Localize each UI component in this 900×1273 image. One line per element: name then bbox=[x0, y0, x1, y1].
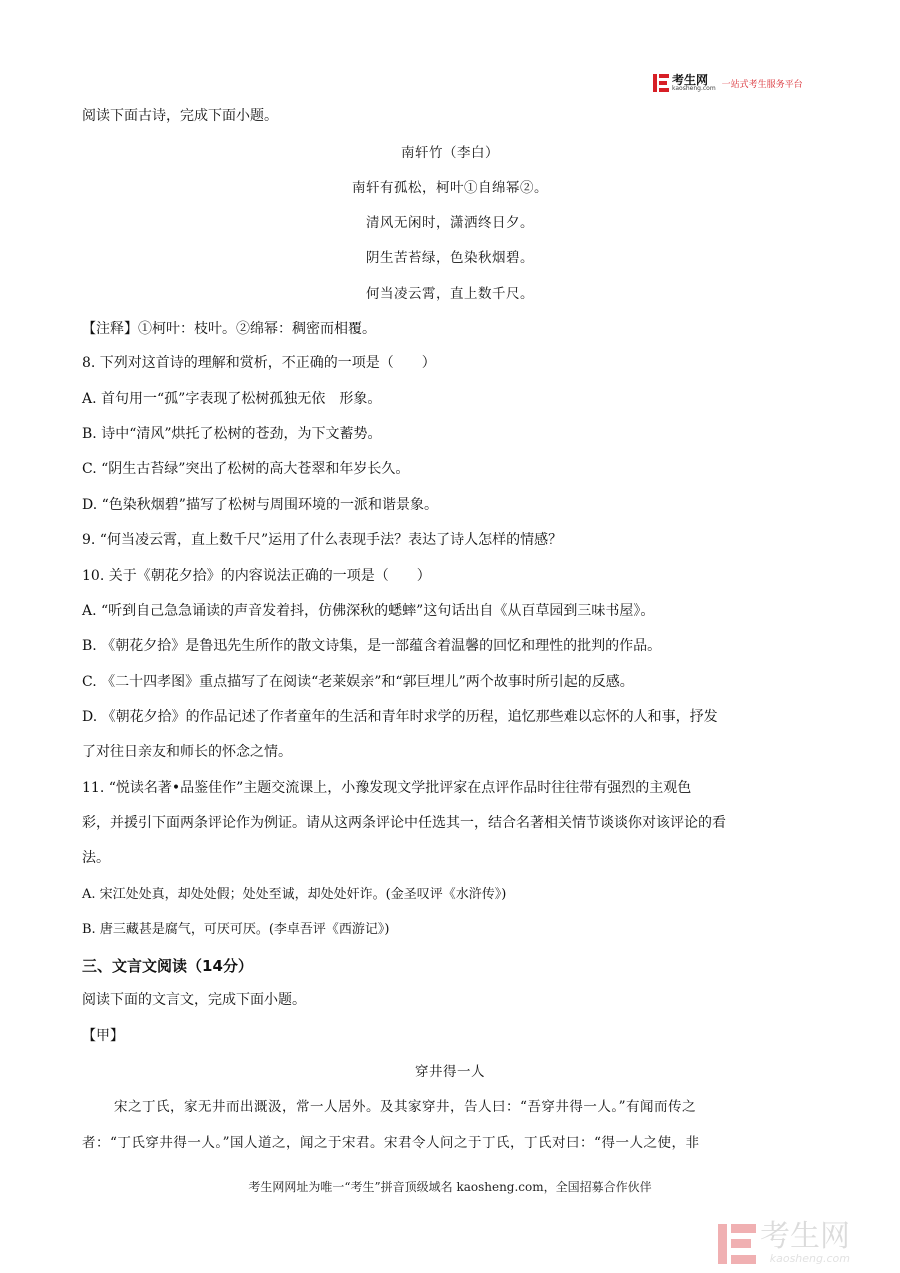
question-8-stem: 8. 下列对这首诗的理解和赏析，不正确的一项是（ ） bbox=[82, 355, 436, 371]
question-10-option-d-line2: 了对往日亲友和师长的怀念之情。 bbox=[82, 744, 292, 760]
question-10-option-c: C. 《二十四孝图》重点描写了在阅读“老莱娱亲”和“郭巨埋儿”两个故事时所引起的反感。 bbox=[82, 674, 634, 690]
section-3-heading: 三、文言文阅读（14分） bbox=[82, 957, 253, 975]
watermark-en: kaosheng.com bbox=[769, 1252, 850, 1265]
question-9: 9. “何当凌云霄，直上数千尺”运用了什么表现手法？表达了诗人怎样的情感？ bbox=[82, 532, 563, 548]
watermark bbox=[718, 1219, 850, 1265]
logo-cn-text: 考生网 bbox=[672, 72, 709, 87]
question-11-line3: 法。 bbox=[82, 850, 110, 866]
passage-title: 穿井得一人 bbox=[415, 1064, 485, 1080]
question-10-stem: 10. 关于《朝花夕拾》的内容说法正确的一项是（ ） bbox=[82, 568, 431, 584]
question-11-option-a: A. 宋江处处真，却处处假；处处至诚，却处处奸诈。(金圣叹评《水浒传》) bbox=[82, 887, 507, 902]
question-8-option-c: C. “阴生古苔绿”突出了松树的高大苍翠和年岁长久。 bbox=[82, 461, 410, 477]
logo-en-text: kaosheng.com bbox=[672, 84, 716, 92]
poem-note: 【注释】①柯叶：枝叶。②绵幂：稠密而相覆。 bbox=[82, 321, 376, 337]
poem-line-2: 清风无闲时，潇洒终日夕。 bbox=[366, 215, 534, 231]
question-8-option-a: A. 首句用一“孤”字表现了松树孤独无依 形象。 bbox=[82, 391, 382, 407]
question-11-line1: 11. “悦读名著•品鉴佳作”主题交流课上，小豫发现文学批评家在点评作品时往往带有强烈的主观色 bbox=[82, 780, 692, 796]
page-footer: 考生网网址为唯一“考生”拼音顶级域名 kaosheng.com，全国招募合作伙伴 bbox=[248, 1180, 652, 1194]
header-tagline: 一站式考生服务平台 bbox=[721, 79, 803, 90]
question-11-option-b: B. 唐三藏甚是腐气，可厌可厌。(李卓吾评《西游记》) bbox=[82, 922, 390, 937]
passage-line-1: 宋之丁氏，家无井而出溉汲，常一人居外。及其家穿井，告人曰：“吾穿井得一人。”有闻而传之 bbox=[114, 1099, 697, 1115]
watermark-cn: 考生网 bbox=[760, 1219, 850, 1254]
reading-intro: 阅读下面古诗，完成下面小题。 bbox=[82, 108, 278, 124]
poem-line-4: 何当凌云霄，直上数千尺。 bbox=[366, 286, 534, 302]
poem-line-3: 阴生苦苔绿，色染秋烟碧。 bbox=[366, 250, 534, 266]
section-3-intro: 阅读下面的文言文，完成下面小题。 bbox=[82, 992, 306, 1008]
question-8-option-d: D. “色染秋烟碧”描写了松树与周围环境的一派和谐景象。 bbox=[82, 497, 438, 513]
poem-title: 南轩竹（李白） bbox=[401, 145, 499, 161]
question-10-option-a: A. “听到自己急急诵读的声音发着抖，仿佛深秋的蟋蟀”这句话出自《从百草园到三味书屋》。 bbox=[82, 603, 655, 619]
header-logo bbox=[653, 73, 803, 93]
poem-line-1: 南轩有孤松，柯叶①自绵幂②。 bbox=[352, 180, 548, 196]
question-10-option-b: B. 《朝花夕拾》是鲁迅先生所作的散文诗集，是一部蕴含着温馨的回忆和理性的批判的作品。 bbox=[82, 638, 662, 654]
question-8-option-b: B. 诗中“清风”烘托了松树的苍劲，为下文蓄势。 bbox=[82, 426, 382, 442]
question-10-option-d-line1: D. 《朝花夕拾》的作品记述了作者童年的生活和青年时求学的历程，追忆那些难以忘怀的人和事，抒发 bbox=[82, 709, 718, 725]
question-11-line2: 彩，并援引下面两条评论作为例证。请从这两条评论中任选其一，结合名著相关情节谈谈你对该评论的看 bbox=[82, 815, 726, 831]
passage-jia-label: 【甲】 bbox=[82, 1028, 124, 1044]
watermark-logo-icon bbox=[718, 1224, 756, 1264]
passage-line-2: 者：“丁氏穿井得一人。”国人道之，闻之于宋君。宋君令人问之于丁氏，丁氏对曰：“得一人之使，非 bbox=[82, 1135, 700, 1151]
kaosheng-logo-icon bbox=[653, 74, 669, 92]
